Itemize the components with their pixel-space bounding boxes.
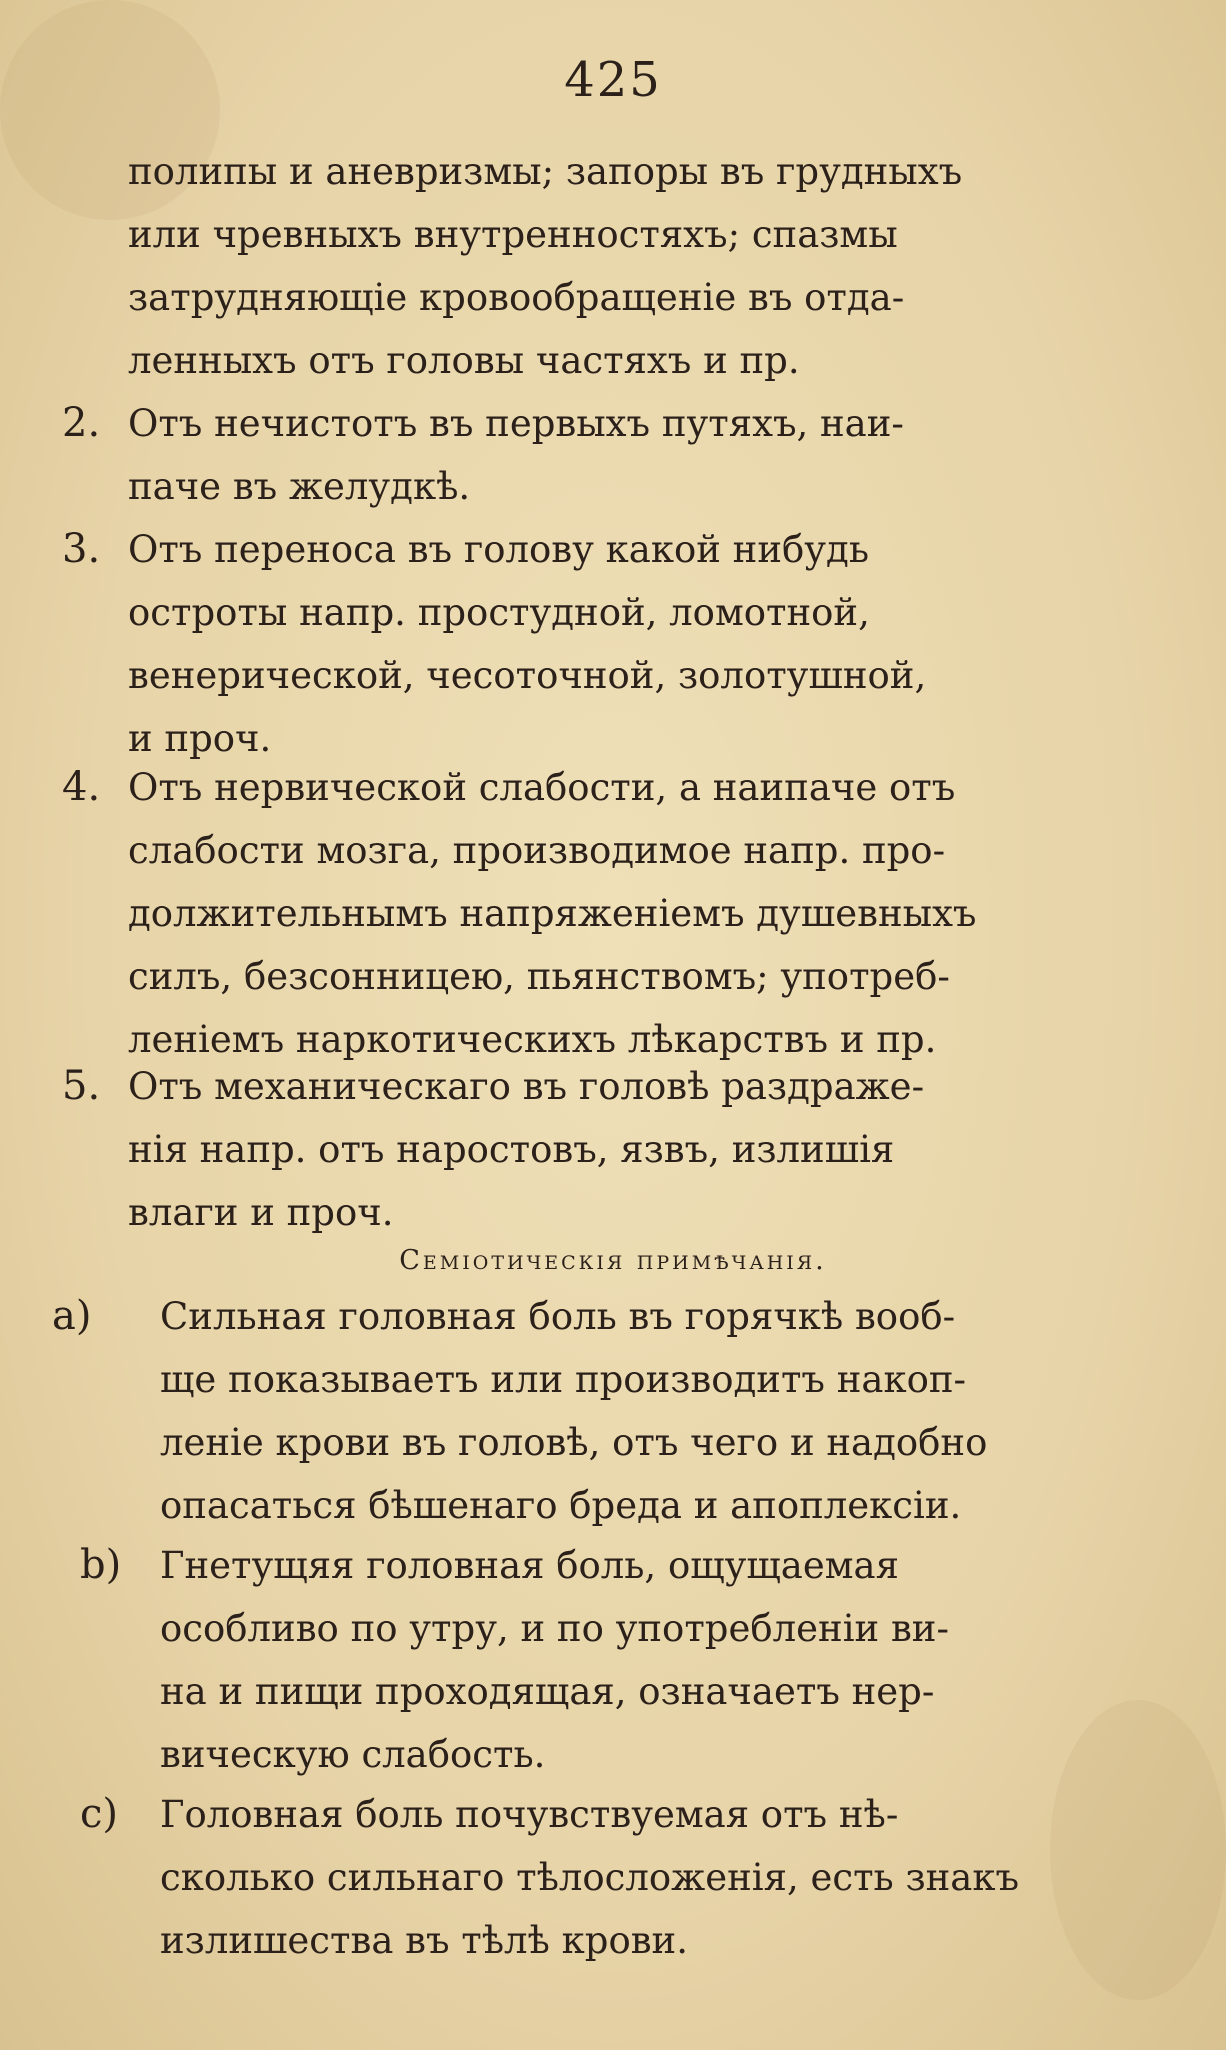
text-line: Гнетущяя головная боль, ощущаемая [160, 1544, 899, 1587]
note-marker: b) [80, 1542, 122, 1588]
cause-item [128, 392, 1168, 518]
text-line: венерической, чесоточной, золотушной, [128, 654, 927, 697]
text-line: Головная боль почувствуемая отъ нѣ- [160, 1793, 899, 1836]
text-line: вическую слабость. [160, 1733, 546, 1776]
text-line: ще показываетъ или производитъ накоп- [160, 1358, 967, 1401]
text-line: Отъ нечистотъ въ первыхъ путяхъ, наи- [128, 402, 904, 445]
list-marker: 4. [62, 764, 101, 810]
text-line: и проч. [128, 717, 272, 760]
cause-item [128, 1055, 1168, 1244]
text-line: на и пищи проходящая, означаетъ нер- [160, 1670, 935, 1713]
text-line: остроты напр. простудной, ломотной, [128, 591, 870, 634]
note-item [160, 1783, 1168, 1972]
text-line: ленныхъ отъ головы частяхъ и пр. [128, 339, 800, 382]
list-marker: 5. [62, 1063, 101, 1109]
cause-item [128, 756, 1168, 1071]
text-line: сколько сильнаго тѣлосложенія, есть знакъ [160, 1856, 1020, 1899]
text-line: силъ, безсонницею, пьянствомъ; употреб- [128, 955, 950, 998]
text-line: леніе крови въ головѣ, отъ чего и надобно [160, 1421, 988, 1464]
text-line: нія напр. отъ наростовъ, язвъ, излишія [128, 1128, 895, 1171]
cause-item [128, 518, 1168, 770]
text-line: Отъ переноса въ голову какой нибудь [128, 528, 869, 571]
text-line: должительнымъ напряженіемъ душевныхъ [128, 892, 977, 935]
text-line: или чревныхъ внутренностяхъ; спазмы [128, 213, 898, 256]
note-marker: a) [52, 1293, 92, 1339]
text-line: леніемъ наркотическихъ лѣкарствъ и пр. [128, 1018, 937, 1061]
note-item [160, 1285, 1168, 1537]
text-line: паче въ желудкѣ. [128, 465, 471, 508]
text-line: Сильная головная боль въ горячкѣ вооб- [160, 1295, 956, 1338]
text-line: затрудняющіе кровообращеніе въ отда- [128, 276, 905, 319]
text-line: Отъ нервической слабости, а наипаче отъ [128, 766, 956, 809]
note-marker: c) [80, 1791, 119, 1837]
text-line: Отъ механическаго въ головѣ раздраже- [128, 1065, 925, 1108]
text-line: слабости мозга, производимое напр. про- [128, 829, 946, 872]
note-item [160, 1534, 1168, 1786]
list-marker: 3. [62, 526, 101, 572]
page-number: 425 [564, 52, 662, 108]
intro-paragraph [128, 140, 1168, 392]
text-line: излишества въ тѣлѣ крови. [160, 1919, 688, 1962]
text-line: полипы и аневризмы; запоры въ грудныхъ [128, 150, 963, 193]
section-heading: Семіотическія примѣчанія. [399, 1245, 827, 1276]
text-line: особливо по утру, и по употребленіи ви- [160, 1607, 949, 1650]
text-line: опасаться бѣшенаго бреда и апоплексіи. [160, 1484, 962, 1527]
text-line: влаги и проч. [128, 1191, 394, 1234]
list-marker: 2. [62, 400, 101, 446]
